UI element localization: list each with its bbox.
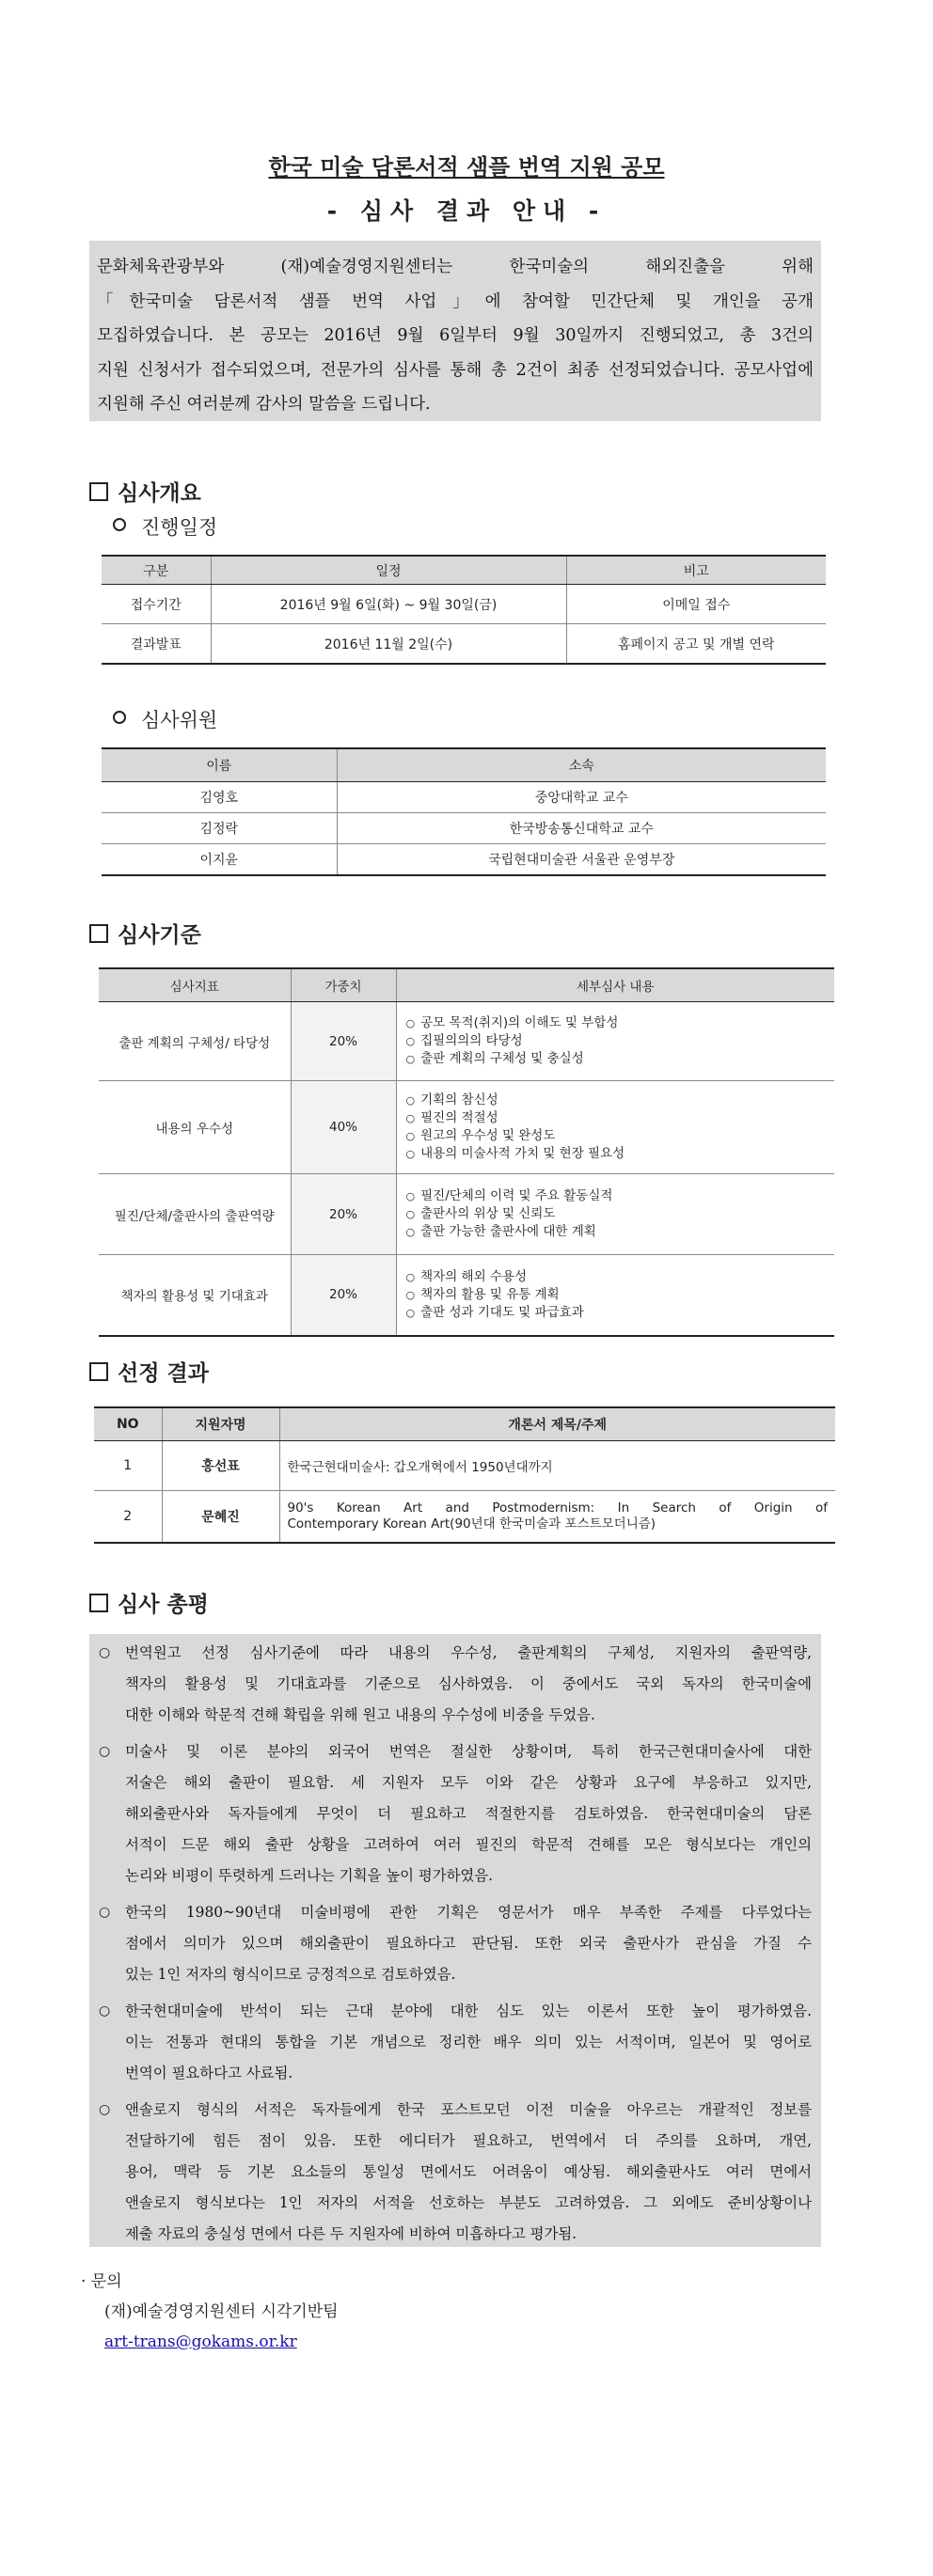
circle-bullet-icon	[113, 711, 126, 724]
detail-item: ○ 책자의 활용 및 유통 계획	[406, 1286, 835, 1304]
review-line: 해외출판사와 독자들에게 무엇이 더 필요하고 적절한지를 검토하였음. 한국현대미술의 담론	[125, 1805, 812, 1822]
section-review-heading: 심사 총평	[89, 1587, 209, 1618]
table-header-cell: 비고	[566, 556, 826, 585]
detail-item: ○ 출판 가능한 출판사에 대한 계획	[406, 1223, 835, 1241]
table-header-cell: NO	[94, 1407, 162, 1441]
table-header-cell: 일정	[211, 556, 566, 585]
review-line: 논리와 비평이 뚜렷하게 드러나는 기획을 높이 평가하였음.	[125, 1867, 494, 1884]
table-header-cell: 지원자명	[162, 1407, 279, 1441]
section-overview-heading: 심사개요	[89, 476, 201, 507]
table-row	[99, 1002, 834, 1081]
intro-line: 문화체육관광부와 (재)예술경영지원센터는 한국미술의 해외진출을 위해	[97, 258, 814, 276]
square-bullet-icon	[89, 924, 108, 943]
square-bullet-icon	[89, 1362, 108, 1381]
page-subtitle: - 심사 결과 안내 -	[326, 197, 607, 225]
table-cell: 홈페이지 공고 및 개별 연락	[566, 624, 826, 665]
intro-line: 지원해 주신 여러분께 감사의 말씀을 드립니다.	[97, 395, 431, 414]
review-paragraph	[99, 1736, 812, 1892]
table-header-cell: 세부심사 내용	[396, 968, 834, 1002]
table-row	[99, 1081, 834, 1174]
result-title	[279, 1441, 835, 1491]
review-line: 이는 전통과 현대의 통합을 기본 개념으로 정리한 배우 의미 있는 서적이며, 일본어 및 영어로	[125, 2034, 812, 2050]
detail-item: ○ 출판 계획의 구체성 및 충실성	[406, 1050, 835, 1068]
review-line: 점에서 의미가 있으며 해외출판이 필요하다고 판단됨. 또한 외국 출판사가 관심을 가질 수	[125, 1935, 812, 1952]
result-no: 2	[94, 1491, 162, 1544]
review-line: ○ 한국현대미술에 반석이 되는 근대 분야에 대한 심도 있는 이론서 또한 높이 평가하였음.	[125, 2003, 812, 2019]
square-bullet-icon	[89, 482, 108, 501]
table-row	[102, 624, 826, 665]
detail-item: ○ 공모 목적(취지)의 이해도 및 부합성	[406, 1014, 835, 1032]
detail-item: ○ 출판 성과 기대도 및 파급효과	[406, 1304, 835, 1322]
review-line: 서적이 드문 해외 출판 상황을 고려하여 여러 필진의 학문적 견해를 모은 형식보다는 개인의	[125, 1836, 812, 1853]
table-header-row	[102, 556, 826, 585]
criterion-details	[396, 1255, 834, 1336]
table-row	[94, 1441, 835, 1491]
detail-item: ○ 출판사의 위상 및 신뢰도	[406, 1205, 835, 1223]
criterion-weight: 40%	[291, 1081, 396, 1174]
table-row	[102, 844, 826, 876]
review-line: ○ 앤솔로지 형식의 서적은 독자들에게 한국 포스트모던 이전 미술을 아우르는 개괄적인 정보를	[125, 2101, 812, 2118]
detail-item: ○ 내용의 미술사적 가치 및 현장 필요성	[406, 1145, 835, 1163]
detail-item: ○ 원고의 우수성 및 완성도	[406, 1127, 835, 1145]
table-header-row	[102, 748, 826, 782]
criterion-weight: 20%	[291, 1002, 396, 1081]
review-line: ○ 한국의 1980~90년대 미술비평에 관한 기획은 영문서가 매우 부족한 주제를 다루었다는	[125, 1904, 812, 1921]
table-cell: 김영호	[102, 782, 337, 813]
criteria-table	[99, 967, 834, 1337]
table-row	[102, 813, 826, 844]
table-row	[94, 1491, 835, 1544]
criterion-name: 내용의 우수성	[99, 1081, 291, 1174]
table-row	[102, 585, 826, 624]
detail-item: ○ 필진의 적절성	[406, 1109, 835, 1127]
review-line: 책자의 활용성 및 기대효과를 기준으로 심사하였음. 이 중에서도 국외 독자의 한국미술에	[125, 1675, 812, 1692]
contact-label: · 문의	[81, 2272, 122, 2291]
detail-item: ○ 책자의 해외 수용성	[406, 1268, 835, 1286]
intro-line: 「한국미술 담론서적 샘플 번역 사업」에 참여할 민간단체 및 개인을 공개	[97, 291, 814, 311]
table-cell: 2016년 11월 2일(수)	[211, 624, 566, 665]
review-line: 저술은 해외 출판이 필요함. 세 지원자 모두 이와 같은 상황과 요구에 부응하고 있지만,	[125, 1774, 812, 1791]
result-title-line: 90's Korean Art and Postmodernism: In Search of Origin of	[287, 1500, 828, 1516]
criterion-weight: 20%	[291, 1174, 396, 1255]
results-table	[94, 1406, 835, 1544]
table-cell: 결과발표	[102, 624, 211, 665]
intro-box	[89, 241, 821, 421]
table-header-cell: 구분	[102, 556, 211, 585]
table-cell: 이메일 접수	[566, 585, 826, 624]
contact-email-link[interactable]: art-trans@gokams.or.kr	[104, 2333, 297, 2351]
review-line: 용어, 맥락 등 기본 요소들의 통일성 면에서도 어려움이 예상됨. 해외출판사도 여러 면에서	[125, 2163, 812, 2180]
table-cell: 접수기간	[102, 585, 211, 624]
review-line: ○ 미술사 및 이론 분야의 외국어 번역은 절실한 상황이며, 특히 한국근현대미술사에 대한	[125, 1743, 812, 1760]
criterion-weight: 20%	[291, 1255, 396, 1336]
review-line: 대한 이해와 학문적 견해 확립을 위해 원고 내용의 우수성에 비중을 두었음.	[125, 1706, 595, 1723]
table-header-cell: 개론서 제목/주제	[279, 1407, 835, 1441]
table-cell: 이지윤	[102, 844, 337, 876]
result-no: 1	[94, 1441, 162, 1491]
detail-item: ○ 기획의 참신성	[406, 1092, 835, 1109]
table-header-row	[94, 1407, 835, 1441]
table-row	[99, 1174, 834, 1255]
criterion-details	[396, 1174, 834, 1255]
section-results-heading: 선정 결과	[89, 1356, 209, 1387]
schedule-subheading: 진행일정	[113, 512, 217, 541]
result-title	[279, 1491, 835, 1544]
criterion-details	[396, 1002, 834, 1081]
detail-item: ○ 필진/단체의 이력 및 주요 활동실적	[406, 1187, 835, 1205]
table-header-cell: 가중치	[291, 968, 396, 1002]
intro-line: 지원 신청서가 접수되었으며, 전문가의 심사를 통해 총 2건이 최종 선정되었습니다. 공모사업에	[97, 360, 814, 380]
judges-table	[102, 747, 826, 876]
table-row	[99, 1255, 834, 1336]
intro-line: 모집하였습니다. 본 공모는 2016년 9월 6일부터 9월 30일까지 진행되었고, 총 3건의	[97, 326, 814, 345]
table-header-row	[99, 968, 834, 1002]
review-paragraph	[99, 1897, 812, 1990]
result-title-line: Contemporary Korean Art(90년대 한국미술과 포스트모더니즘)	[287, 1516, 656, 1531]
contact-block	[81, 2267, 339, 2357]
review-line: ○ 번역원고 선정 심사기준에 따라 내용의 우수성, 출판계획의 구체성, 지원자의 출판역량,	[125, 1644, 812, 1661]
review-line: 번역이 필요하다고 사료됨.	[125, 2065, 293, 2081]
table-header-cell: 심사지표	[99, 968, 291, 1002]
table-cell: 한국방송통신대학교 교수	[337, 813, 826, 844]
review-line: 전달하기에 힘든 점이 있음. 또한 에디터가 필요하고, 번역에서 더 주의를 요하며, 개연,	[125, 2132, 812, 2149]
table-cell: 2016년 9월 6일(화) ~ 9월 30일(금)	[211, 585, 566, 624]
result-name: 홍선표	[162, 1441, 279, 1491]
detail-item: ○ 집필의의의 타당성	[406, 1032, 835, 1050]
criterion-name: 출판 계획의 구체성/ 타당성	[99, 1002, 291, 1081]
review-paragraph	[99, 1996, 812, 2089]
result-name: 문혜진	[162, 1491, 279, 1544]
table-cell: 국립현대미술관 서울관 운영부장	[337, 844, 826, 876]
criterion-name: 책자의 활용성 및 기대효과	[99, 1255, 291, 1336]
review-line: 제출 자료의 충실성 면에서 다른 두 지원자에 비하여 미흡하다고 평가됨.	[125, 2225, 577, 2242]
criterion-name: 필진/단체/출판사의 출판역량	[99, 1174, 291, 1255]
review-paragraph	[99, 2095, 812, 2250]
review-box	[89, 1634, 821, 2247]
circle-bullet-icon	[113, 518, 126, 531]
table-row	[102, 782, 826, 813]
criterion-details	[396, 1081, 834, 1174]
page-title: 한국 미술 담론서적 샘플 번역 지원 공모	[268, 154, 665, 181]
table-header-cell: 이름	[102, 748, 337, 782]
table-cell: 김정락	[102, 813, 337, 844]
section-criteria-heading: 심사기준	[89, 918, 201, 949]
schedule-table	[102, 555, 826, 665]
table-cell: 중앙대학교 교수	[337, 782, 826, 813]
review-line: 앤솔로지 형식보다는 1인 저자의 서적을 선호하는 부분도 고려하였음. 그 외에도 준비상황이나	[125, 2194, 812, 2211]
review-paragraph	[99, 1638, 812, 1731]
table-header-cell: 소속	[337, 748, 826, 782]
review-line: 있는 1인 저자의 형식이므로 긍정적으로 검토하였음.	[125, 1966, 456, 1983]
square-bullet-icon	[89, 1594, 108, 1612]
result-title-line: 한국근현대미술사: 갑오개혁에서 1950년대까지	[287, 1460, 553, 1475]
judges-subheading: 심사위원	[113, 705, 217, 733]
contact-org: (재)예술경영지원센터 시각기반팀	[104, 2302, 339, 2321]
